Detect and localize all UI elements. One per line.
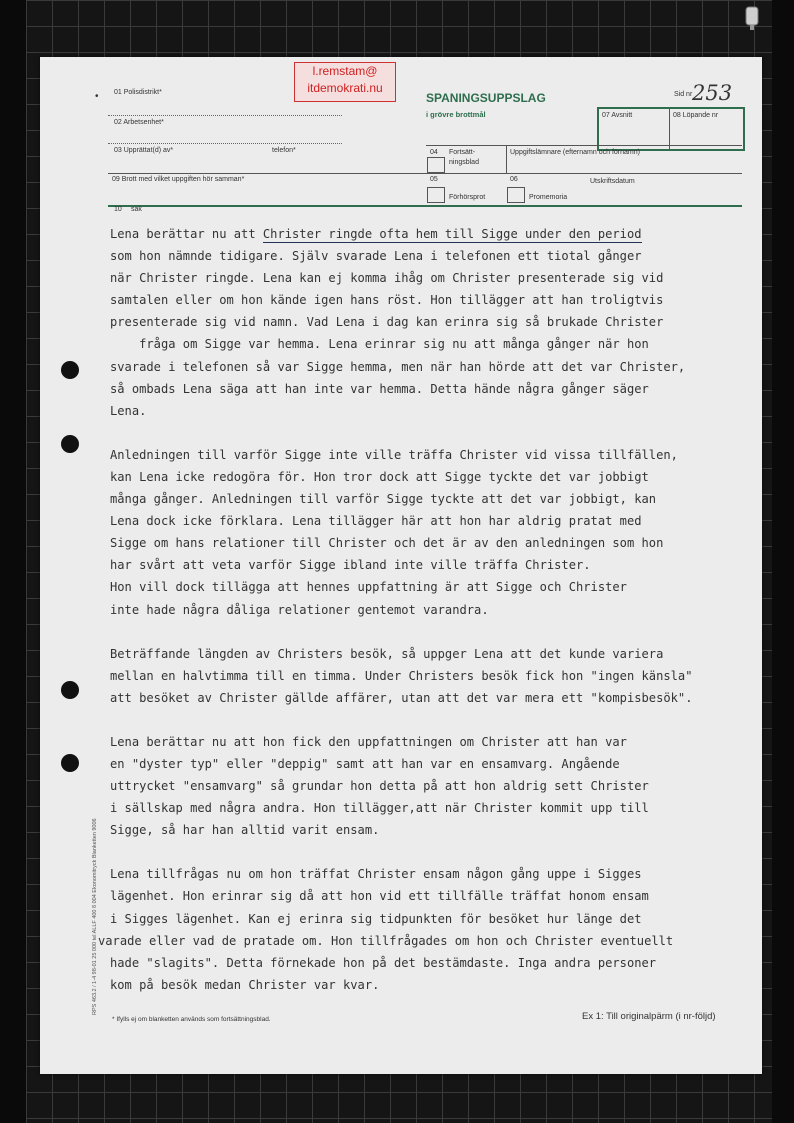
- text-line: kan Lena icke redogöra för. Hon tror dock att Sigge tyckte det var jobbigt: [110, 469, 649, 484]
- text-line: samtalen eller om hon kände igen hans röst. Hon tillägger att han troligtvis: [110, 293, 664, 308]
- punch-hole: [61, 754, 79, 772]
- background-strip-left: [0, 0, 26, 1123]
- field-line: [108, 115, 342, 116]
- text-line: svarade i telefonen så var Sigge hemma, men när han hörde att det var Christer,: [110, 359, 686, 374]
- underlined-text: Christer ringde ofta hem till Sigge under den period: [262, 227, 642, 241]
- field-label-forhorsprot: Förhörsprot: [449, 194, 486, 201]
- field-line: [108, 143, 342, 144]
- text-line: i sällskap med några andra. Hon tillägger,att när Christer kommit upp till: [110, 801, 649, 816]
- pushpin-icon: [742, 3, 762, 31]
- text-line: Anledningen till varför Sigge inte ville träffa Christer vid vissa tillfällen,: [110, 447, 678, 462]
- paragraph: [110, 444, 750, 621]
- text-line: så ombads Lena säga att han inte var hemma. Detta hände några gånger säger: [110, 381, 649, 396]
- background-strip-right: [772, 0, 794, 1123]
- text-line: [110, 223, 750, 245]
- page-number-label: Sid nr: [674, 91, 693, 98]
- text-line: mellan en halvtimma till en timma. Under Christers besök fick hon "ingen känsla": [110, 668, 693, 683]
- field-label-avsnitt: 07 Avsnitt: [602, 112, 633, 119]
- text-line: många gånger. Anledningen till varför Sigge tyckte att det var jobbigt, kan: [110, 492, 657, 507]
- form-divider: [506, 145, 507, 173]
- punch-hole: [61, 681, 79, 699]
- field-label-uppgiftslamnare: Uppgiftslämnare (efternamn och förnamn): [510, 149, 640, 156]
- text-line: fråga om Sigge var hemma. Lena erinrar sig nu att många gånger när hon: [110, 337, 649, 352]
- report-body: [98, 223, 750, 996]
- form-title: SPANINGSUPPSLAG: [426, 91, 546, 105]
- punch-hole: [61, 435, 79, 453]
- field-label-utskriftsdatum: Utskriftsdatum: [590, 178, 635, 185]
- box-divider: [669, 109, 670, 149]
- text-line: kom på besök medan Christer var kvar.: [110, 977, 380, 992]
- checkbox-fortsattningsblad[interactable]: [427, 157, 445, 173]
- text-line: presenterade sig vid namn. Vad Lena i dag kan erinra sig så brukade Christer: [110, 315, 664, 330]
- field-label-brott: 09 Brott med vilket uppgiften hör samman*: [112, 176, 245, 183]
- text-line: Sigge om hans relationer till Christer och det är av den anledningen som hon: [110, 536, 664, 551]
- text-line: i Sigges lägenhet. Kan ej erinra sig tidpunkten för besöket hur länge det: [110, 911, 642, 926]
- footnote: * Ifylls ej om blanketten används som fortsättningsblad.: [112, 1016, 271, 1023]
- page-number: 253: [692, 81, 733, 105]
- field-label-sak: sak: [131, 206, 142, 213]
- paragraph-gap: [110, 709, 750, 731]
- field-label-polisdistrikt: 01 Polisdistrikt*: [114, 89, 162, 96]
- field-label-04: 04: [430, 149, 438, 156]
- text-line: varade eller vad de pratade om. Hon tillfrågades om hon och Christer eventuellt: [98, 933, 674, 948]
- field-label-arbetsenhet: 02 Arbetsenhet*: [114, 119, 164, 126]
- punch-hole: [61, 361, 79, 379]
- field-label-upprattat: 03 Upprättat(d) av*: [114, 147, 174, 154]
- paragraph: [110, 731, 750, 841]
- text-line: Sigge, så har han alltid varit ensam.: [110, 823, 380, 838]
- document-page: [40, 57, 762, 1074]
- field-label-fortsatt: Fortsätt-: [449, 149, 476, 156]
- text-line: att besöket av Christer gällde affärer, utan att det var mera ett "kompisbesök".: [110, 690, 693, 705]
- text-line: en "dyster typ" eller "deppig" samt att han var en ensamvarg. Angående: [110, 756, 620, 771]
- field-label-06: 06: [510, 176, 518, 183]
- bullet-dot: •: [95, 91, 99, 102]
- paragraph-gap: [110, 841, 750, 863]
- checkbox-promemoria[interactable]: [507, 187, 525, 203]
- field-label-ningsblad: ningsblad: [449, 159, 479, 166]
- text-line: uttrycket "ensamvarg" så grundar hon detta på att hon aldrig sett Christer: [110, 779, 649, 794]
- form-rule-green: [108, 205, 742, 207]
- form-rule: [108, 173, 742, 174]
- text-line: inte hade några dåliga relationer gentemot varandra.: [110, 602, 489, 617]
- text-line: Beträffande längden av Christers besök, så uppger Lena att det kunde variera: [110, 646, 664, 661]
- text-line: hade "slagits". Detta förnekade hon på det bestämdaste. Inga andra personer: [110, 955, 657, 970]
- checkbox-forhorsprot[interactable]: [427, 187, 445, 203]
- stamp-line: l.remstam@: [312, 64, 378, 78]
- text-line: Lena.: [110, 403, 147, 418]
- email-stamp: [294, 62, 396, 102]
- text-line: när Christer ringde. Lena kan ej komma ihåg om Christer presenterade sig vid: [110, 271, 664, 286]
- text-line: Lena berättar nu att hon fick den uppfattningen om Christer att han var: [110, 734, 627, 749]
- text-line: Lena dock icke förklara. Lena tillägger här att hon har aldrig pratat med: [110, 514, 642, 529]
- field-label-05: 05: [430, 176, 438, 183]
- text-segment: Lena berättar nu att: [110, 227, 263, 241]
- form-rule: [426, 145, 742, 146]
- field-label-telefon: telefon*: [272, 147, 296, 154]
- paragraph: [98, 863, 750, 996]
- stamp-line: itdemokrati.nu: [307, 81, 383, 95]
- text-line: lägenhet. Hon erinrar sig då att hon vid ett tillfälle träffat honom ensam: [110, 889, 649, 904]
- field-label-10: 10: [114, 206, 122, 213]
- field-label-lopande-nr: 08 Löpande nr: [673, 112, 719, 119]
- paragraph-gap: [110, 621, 750, 643]
- field-label-promemoria: Promemoria: [529, 194, 568, 201]
- paragraph: [110, 643, 750, 709]
- text-line: Lena tillfrågas nu om hon träffat Christer ensam någon gång uppe i Sigges: [110, 867, 642, 882]
- paragraph: [110, 223, 750, 422]
- form-print-code: RPS 463.2 / 1-4 98-01 25 000 tel ALLF 400 8 004 Ekonomitryck Blanketten 9006: [92, 818, 98, 1015]
- paragraph-gap: [110, 422, 750, 444]
- text-line: som hon nämnde tidigare. Själv svarade Lena i telefonen ett tiotal gånger: [110, 249, 642, 264]
- form-subtitle: i grövre brottmål: [426, 110, 486, 119]
- copy-note: Ex 1: Till originalpärm (i nr-följd): [582, 1011, 716, 1022]
- text-line: Hon vill dock tillägga att hennes uppfattning är att Sigge och Christer: [110, 580, 627, 595]
- text-line: har svårt att veta varför Sigge ibland inte ville träffa Christer.: [110, 558, 591, 573]
